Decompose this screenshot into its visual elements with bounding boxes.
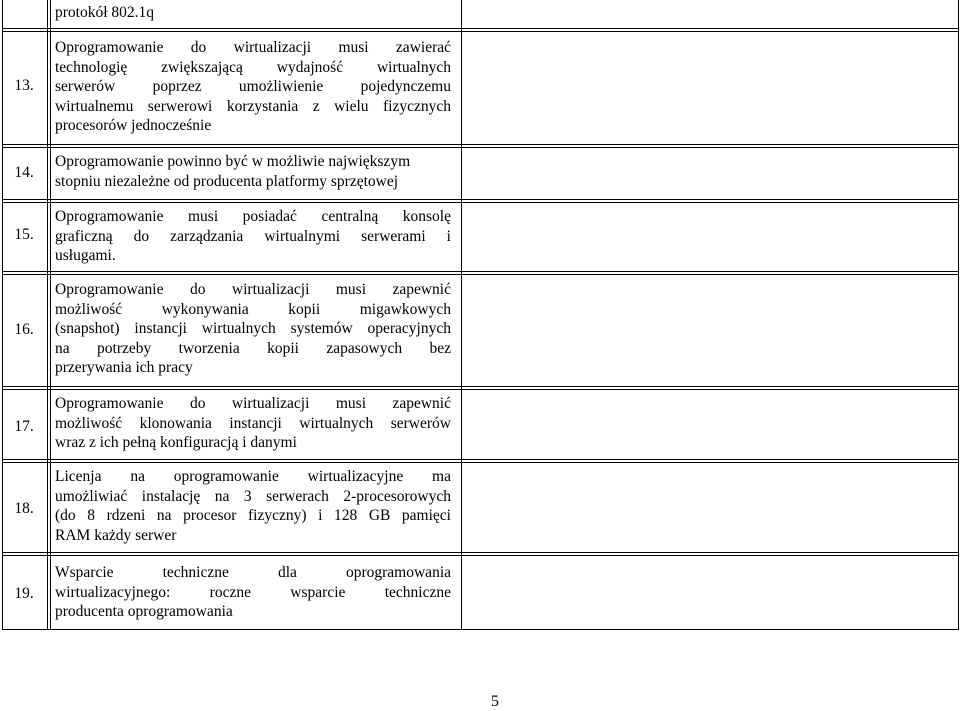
row-13-line-2: technologię zwiększającą wydajność wirtualnych xyxy=(55,58,451,76)
row-16-line-1: Oprogramowanie do wirtualizacji musi zapewnić xyxy=(55,281,451,298)
row-13-text xyxy=(55,38,451,136)
row-18-number: 18. xyxy=(14,500,34,517)
row-14-text xyxy=(55,152,451,191)
row-15-line-2: graficzną do zarządzania wirtualnymi serwerami i xyxy=(55,227,451,245)
row-17-number: 17. xyxy=(14,418,34,435)
row-19-text xyxy=(55,563,451,622)
row-13-line-5: procesorów jednocześnie xyxy=(55,117,212,134)
row-13-number: 13. xyxy=(14,77,34,94)
row-17-line-2: możliwość klonowania instancji wirtualnych serwerów xyxy=(55,414,451,432)
row-19-line-3: producenta oprogramowania xyxy=(55,603,233,620)
row-17-line-3: wraz z ich pełną konfiguracją i danymi xyxy=(55,434,297,451)
row-16-line-5: przerywania ich pracy xyxy=(55,359,193,376)
row-14-number: 14. xyxy=(14,164,34,181)
row-18-line-4: RAM każdy serwer xyxy=(55,526,177,544)
row-18-text xyxy=(55,467,451,545)
row-16-text xyxy=(55,280,451,378)
row-19-number: 19. xyxy=(14,585,34,602)
row-15-line-3: usługami. xyxy=(55,247,116,264)
row-13-line-4: wirtualnemu serwerowi korzystania z wielu fizycznych xyxy=(55,97,451,115)
row-17-line-1: Oprogramowanie do wirtualizacji musi zapewnić xyxy=(55,395,451,412)
row-18-line-1: Licenja na oprogramowanie wirtualizacyjne ma xyxy=(55,468,451,485)
row-18-line-2: umożliwiać instalację na 3 serwerach 2-procesorowych xyxy=(55,487,451,505)
row-13-line-1: Oprogramowanie do wirtualizacji musi zawierać xyxy=(55,39,451,56)
row-16-line-2: możliwość wykonywania kopii migawkowych xyxy=(55,300,451,318)
page-number: 5 xyxy=(491,693,499,710)
row-13-line-3: serwerów poprzez umożliwienie pojedynczemu xyxy=(55,78,451,95)
row-18-line-3: (do 8 rdzeni na procesor fizyczny) i 128 GB pamięci xyxy=(55,507,451,524)
row-16-number: 16. xyxy=(14,321,34,338)
row-15-text xyxy=(55,207,451,266)
row-16-line-4: na potrzeby tworzenia kopii zapasowych bez xyxy=(55,339,451,357)
row-14-line-2: stopniu niezależne od producenta platformy sprzętowej xyxy=(55,172,399,190)
row-16-line-3: (snapshot) instancji wirtualnych systemów operacyjnych xyxy=(55,320,451,337)
row-17-text xyxy=(55,394,451,453)
row-15-number: 15. xyxy=(14,226,34,243)
header-row-text: protokół 802.1q xyxy=(55,4,155,21)
row-19-line-2: wirtualizacyjnego: roczne wsparcie techniczne xyxy=(55,583,451,601)
row-14-line-1: Oprogramowanie powinno być w możliwie największym xyxy=(55,153,411,170)
row-19-line-1: Wsparcie techniczne dla oprogramowania xyxy=(55,564,451,581)
row-15-line-1: Oprogramowanie musi posiadać centralną konsolę xyxy=(55,208,451,225)
